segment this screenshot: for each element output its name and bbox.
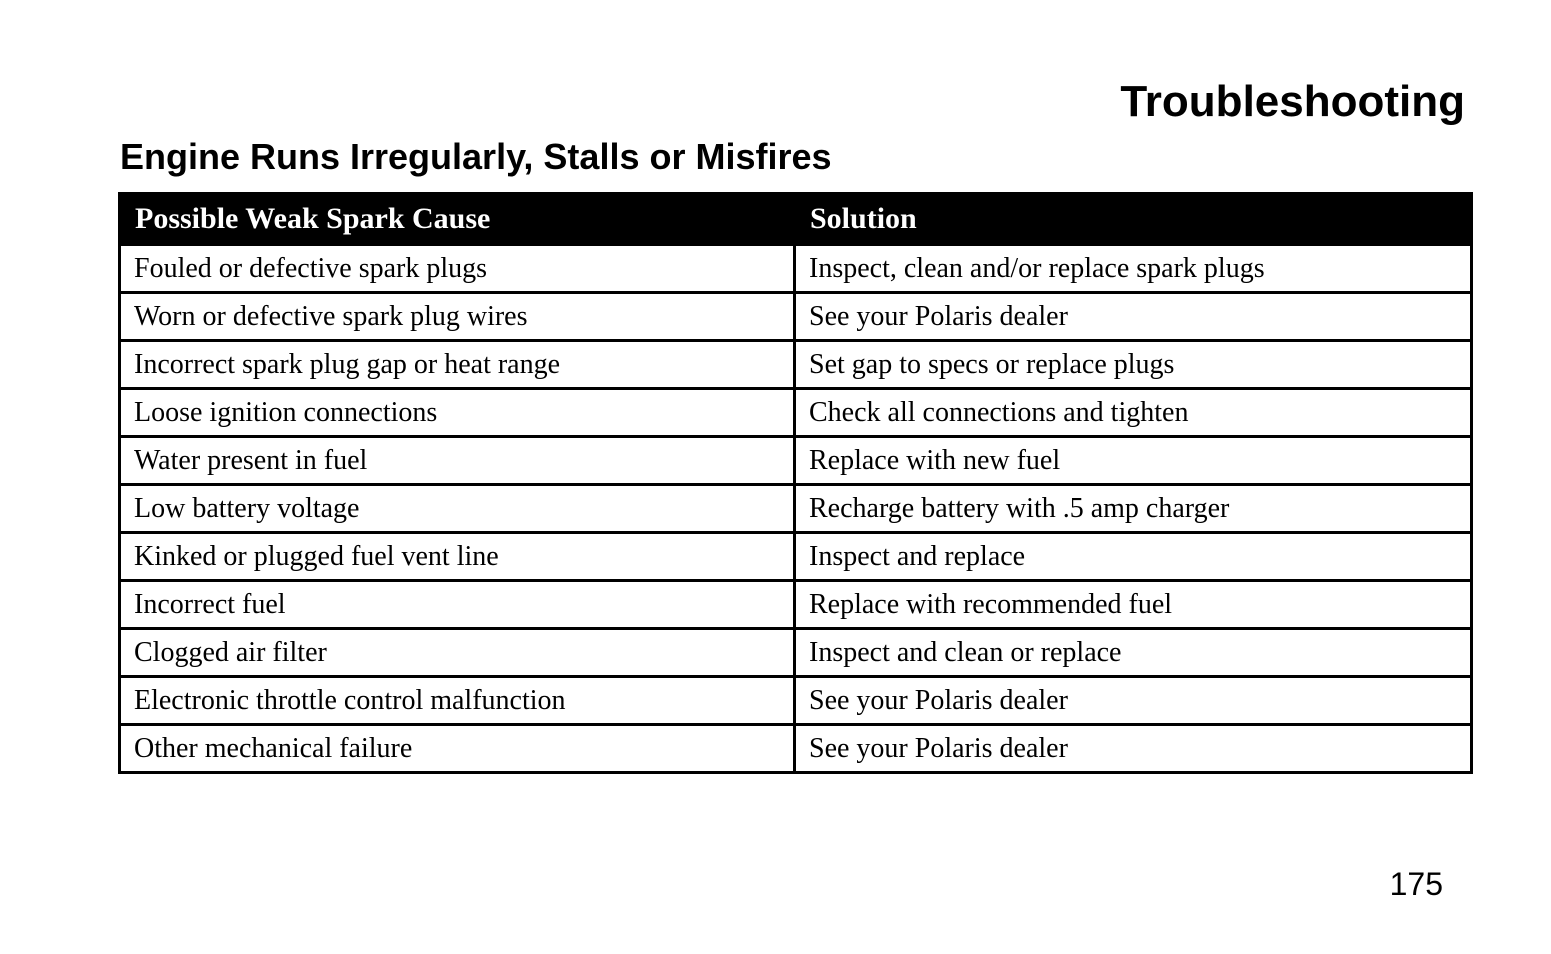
page-number: 175 <box>1389 866 1443 902</box>
table-row <box>120 389 1472 437</box>
troubleshooting-table <box>118 192 1473 774</box>
table-row <box>120 677 1472 725</box>
solution-cell: Inspect and clean or replace <box>795 629 1472 677</box>
table-body <box>120 245 1472 773</box>
column-header-solution: Solution <box>795 194 1472 245</box>
table-row <box>120 485 1472 533</box>
solution-cell: See your Polaris dealer <box>795 677 1472 725</box>
table-row <box>120 533 1472 581</box>
solution-cell: Inspect, clean and/or replace spark plugs <box>795 245 1472 293</box>
solution-cell: Replace with new fuel <box>795 437 1472 485</box>
solution-cell: Recharge battery with .5 amp charger <box>795 485 1472 533</box>
table-row <box>120 629 1472 677</box>
cause-cell: Kinked or plugged fuel vent line <box>120 533 795 581</box>
table-row <box>120 293 1472 341</box>
solution-cell: See your Polaris dealer <box>795 725 1472 773</box>
cause-cell: Low battery voltage <box>120 485 795 533</box>
cause-cell: Electronic throttle control malfunction <box>120 677 795 725</box>
solution-cell: Set gap to specs or replace plugs <box>795 341 1472 389</box>
cause-cell: Worn or defective spark plug wires <box>120 293 795 341</box>
cause-cell: Other mechanical failure <box>120 725 795 773</box>
table-row <box>120 341 1472 389</box>
cause-cell: Incorrect fuel <box>120 581 795 629</box>
cause-cell: Loose ignition connections <box>120 389 795 437</box>
table-row <box>120 725 1472 773</box>
solution-cell: Check all connections and tighten <box>795 389 1472 437</box>
cause-cell: Clogged air filter <box>120 629 795 677</box>
chapter-title: Troubleshooting <box>1120 77 1465 126</box>
column-header-cause: Possible Weak Spark Cause <box>120 194 795 245</box>
cause-cell: Incorrect spark plug gap or heat range <box>120 341 795 389</box>
solution-cell: Inspect and replace <box>795 533 1472 581</box>
solution-cell: See your Polaris dealer <box>795 293 1472 341</box>
table-header-row <box>120 194 1472 245</box>
cause-cell: Fouled or defective spark plugs <box>120 245 795 293</box>
cause-cell: Water present in fuel <box>120 437 795 485</box>
table-row <box>120 437 1472 485</box>
solution-cell: Replace with recommended fuel <box>795 581 1472 629</box>
table-row <box>120 581 1472 629</box>
table-row <box>120 245 1472 293</box>
section-title: Engine Runs Irregularly, Stalls or Misfires <box>120 136 832 177</box>
table-header <box>120 194 1472 245</box>
